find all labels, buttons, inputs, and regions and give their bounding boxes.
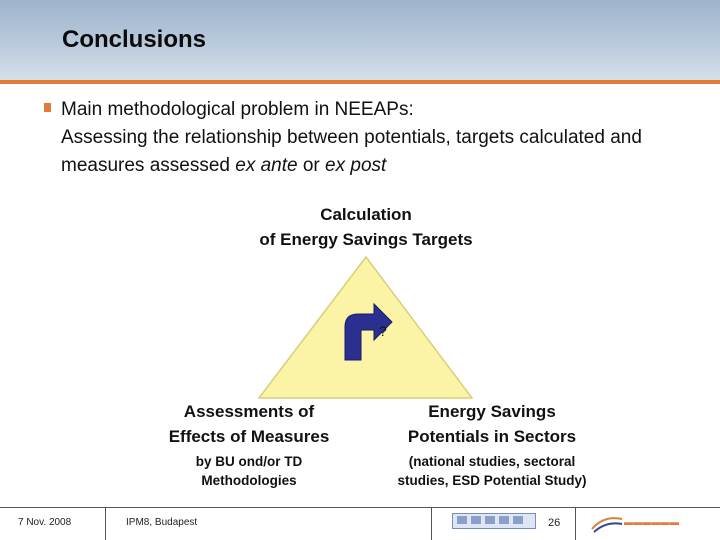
ex-post-term: ex post bbox=[325, 155, 387, 176]
page-number: 26 bbox=[548, 517, 561, 529]
swoosh-icon bbox=[590, 513, 624, 535]
left-main-line2: Effects of Measures bbox=[168, 427, 330, 446]
right-corner-label bbox=[372, 399, 612, 490]
left-sub-line1: by BU ond/or TD bbox=[195, 454, 303, 469]
ex-ante-term: ex ante bbox=[235, 155, 298, 176]
footer-divider bbox=[105, 508, 106, 540]
brand-mark: ▬▬▬▬▬▬ bbox=[624, 517, 680, 527]
footer-event: IPM8, Budapest bbox=[126, 517, 198, 528]
right-main-line1: Energy Savings bbox=[428, 402, 556, 421]
right-sub-line2: studies, ESD Potential Study) bbox=[397, 473, 587, 488]
footer-divider bbox=[431, 508, 432, 540]
slide-footer bbox=[0, 507, 720, 540]
bullet-connector: or bbox=[297, 155, 326, 176]
partner-logo-icon bbox=[452, 513, 536, 529]
footer-date: 7 Nov. 2008 bbox=[18, 517, 72, 528]
footer-divider bbox=[575, 508, 576, 540]
footer-rule bbox=[0, 507, 720, 508]
energy-efficiency-logo-icon bbox=[590, 513, 710, 535]
question-mark: ? bbox=[379, 323, 387, 339]
left-corner-label bbox=[138, 399, 360, 490]
bullet-lead: Main methodological problem in NEEAPs: bbox=[61, 99, 414, 120]
left-main-line1: Assessments of bbox=[183, 402, 315, 421]
top-label-line2: of Energy Savings Targets bbox=[259, 230, 473, 249]
slide-title: Conclusions bbox=[62, 26, 207, 53]
bullet-body: Assessing the relationship between potentials, targets calculated and measures assessed bbox=[61, 127, 642, 176]
top-label-line1: Calculation bbox=[320, 205, 412, 224]
right-main-line2: Potentials in Sectors bbox=[407, 427, 577, 446]
right-sub-line1: (national studies, sectoral bbox=[408, 454, 576, 469]
left-sub-line2: Methodologies bbox=[201, 473, 297, 488]
